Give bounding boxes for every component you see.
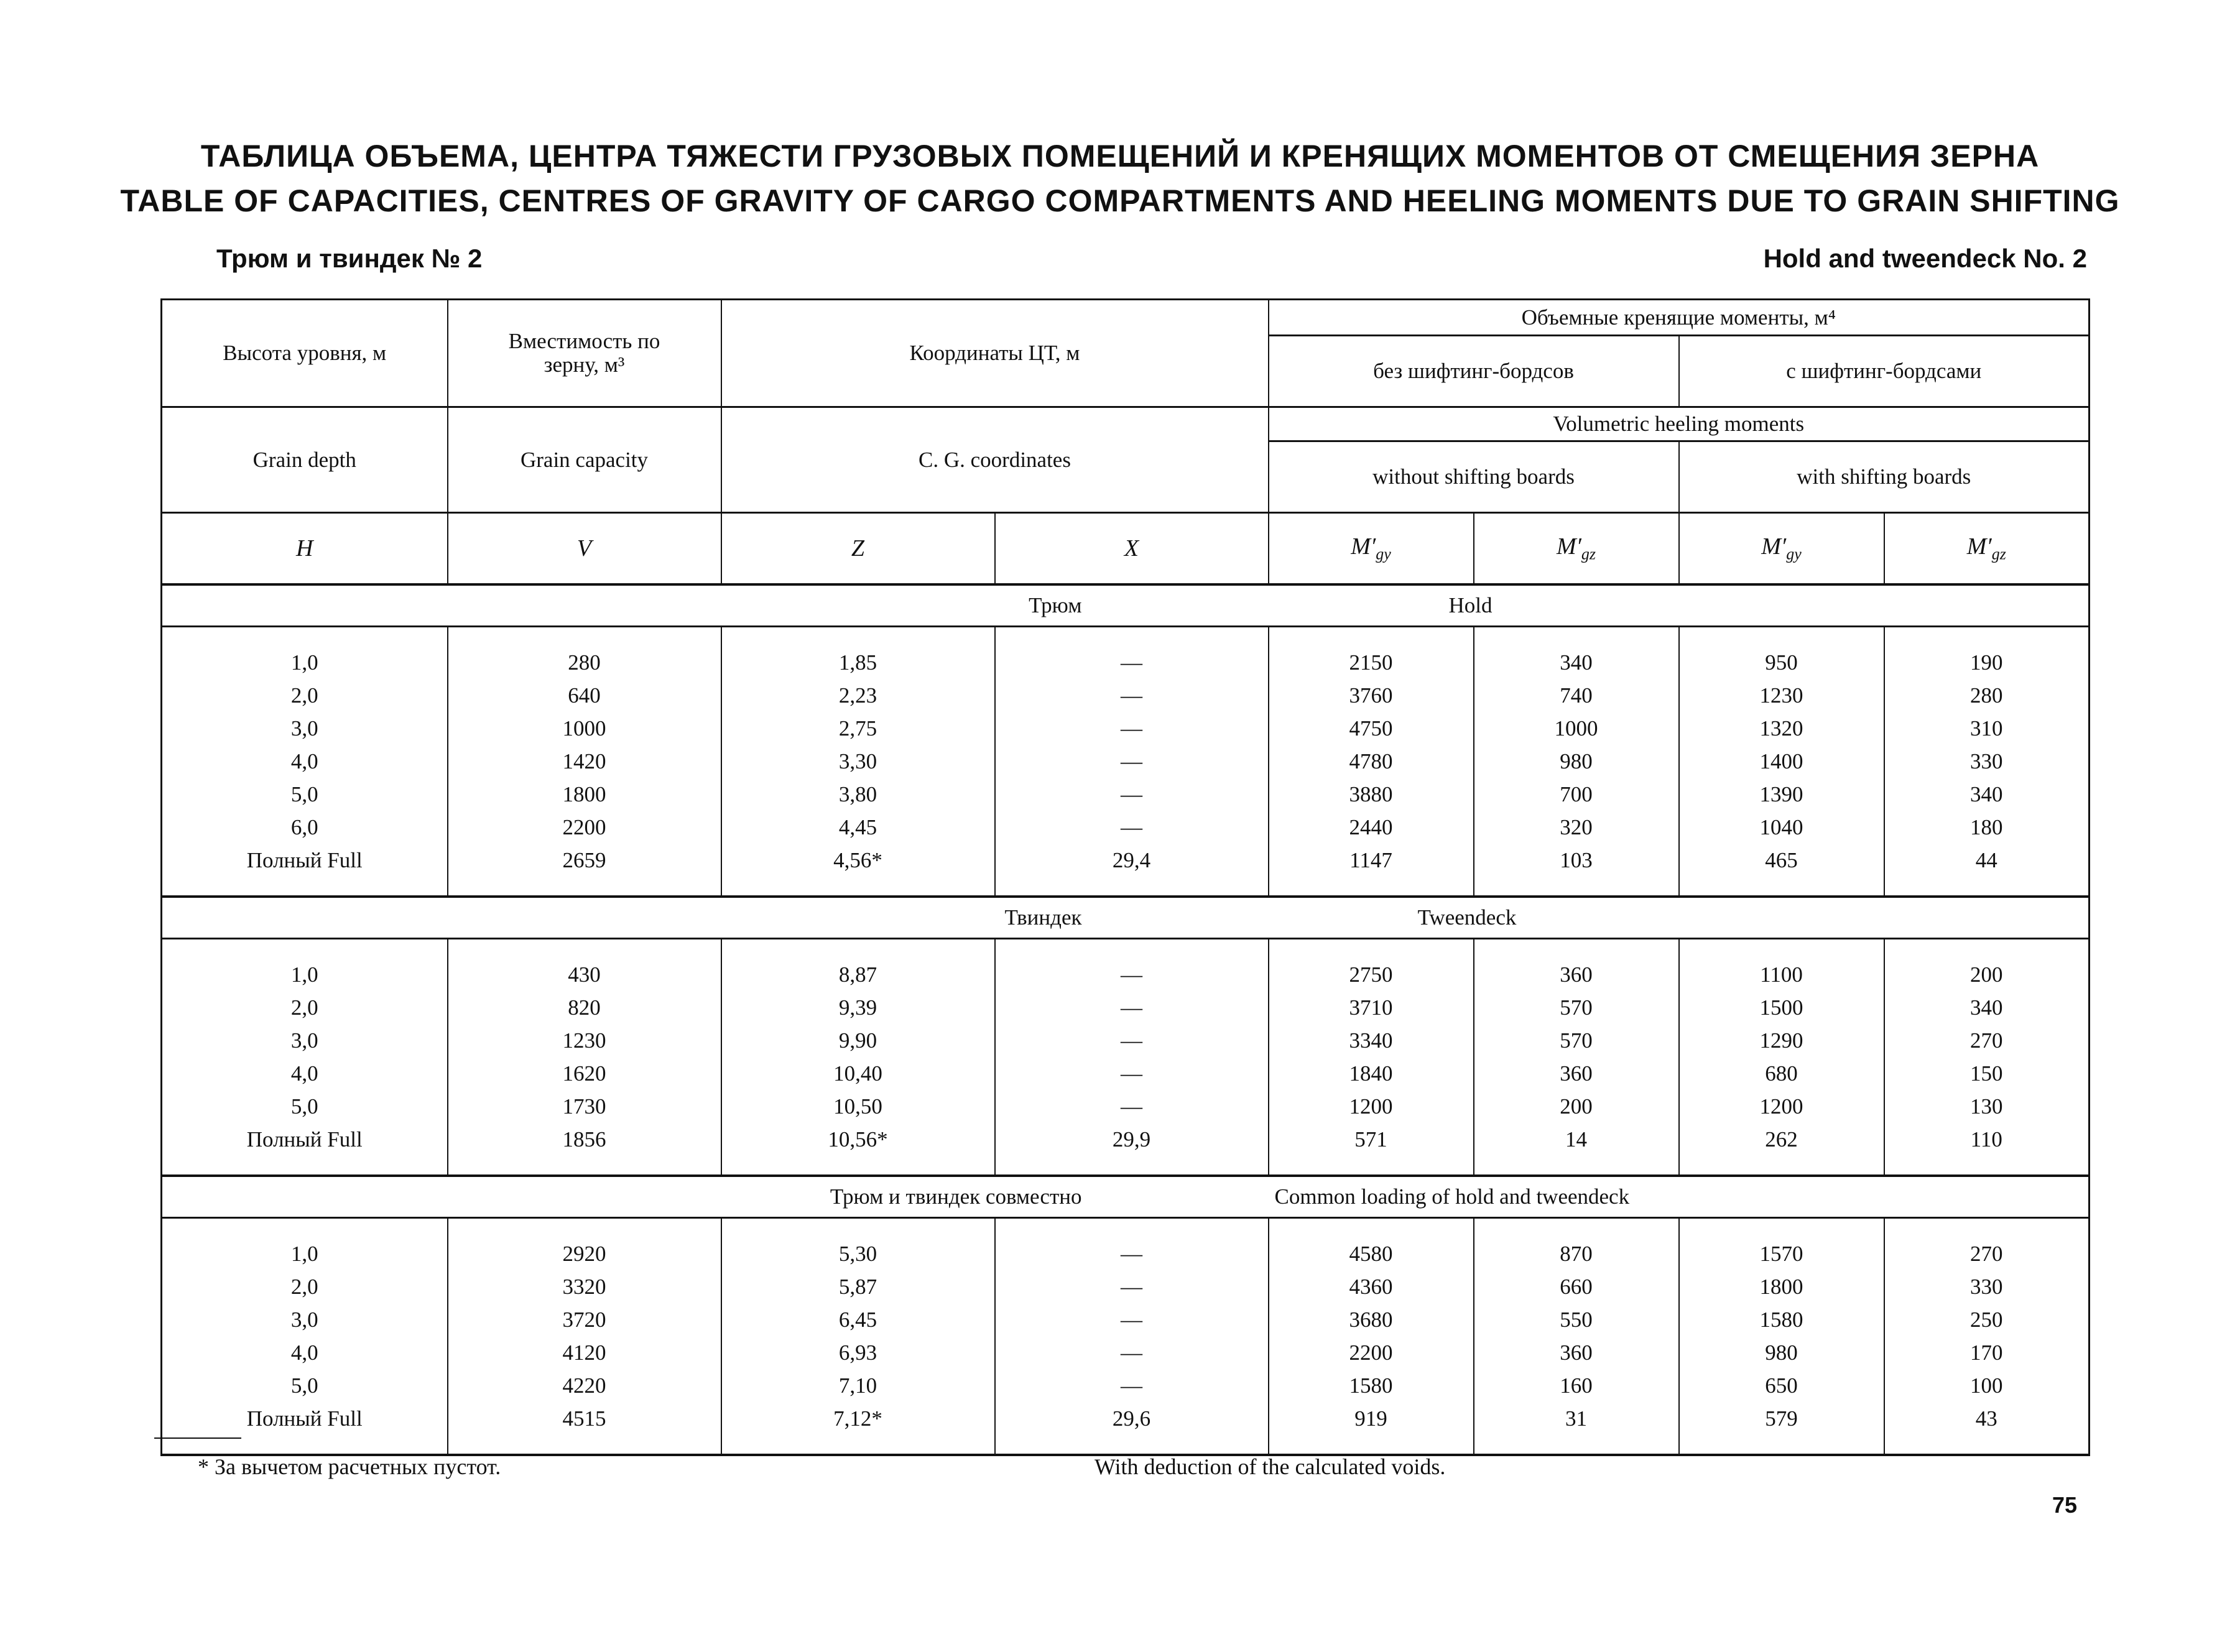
cell-mgy-without: 3680: [1269, 1303, 1474, 1336]
footnote-rule: [154, 1437, 241, 1439]
cell-mgy-without: 3880: [1269, 778, 1474, 811]
cell-height: 2,0: [290, 683, 318, 708]
header-cg-ru: Координаты ЦТ, м: [721, 300, 1269, 407]
cell-mgz-with: 330: [1884, 1270, 2090, 1303]
cell-mgy-without: 4580: [1269, 1237, 1474, 1270]
cell-cg-z: 3,80: [721, 778, 995, 811]
cell-capacity: 1800: [448, 778, 721, 811]
cell-mgz-with: 190: [1884, 646, 2090, 679]
cell-mgz-without: 700: [1474, 778, 1679, 811]
table-row: [162, 1369, 2090, 1402]
cell-capacity: 640: [448, 679, 721, 712]
table-row: [162, 1402, 2090, 1435]
spacer-row: [162, 939, 2090, 959]
cell-cg-z: 9,39: [721, 991, 995, 1024]
cell-mgy-without: 1840: [1269, 1057, 1474, 1090]
cell-capacity: 1230: [448, 1024, 721, 1057]
cell-cg-x: —: [995, 1369, 1269, 1402]
cell-mgz-without: 740: [1474, 679, 1679, 712]
table-row: [162, 958, 2090, 991]
cell-cg-x: —: [995, 679, 1269, 712]
cell-mgy-with: 1500: [1679, 991, 1884, 1024]
cell-height: 5,0: [290, 782, 318, 806]
cell-cg-z: 5,30: [721, 1237, 995, 1270]
cell-height: 4,0: [290, 1340, 318, 1365]
cell-cg-x: 29,4: [995, 844, 1269, 877]
cell-mgz-without: 660: [1474, 1270, 1679, 1303]
cell-capacity: 4220: [448, 1369, 721, 1402]
symbol-h: H: [162, 513, 448, 585]
cell-cg-z: 3,30: [721, 745, 995, 778]
symbol-mgz-with: $M'_{gz}$: [1884, 513, 2090, 585]
cell-height: 1,0: [290, 962, 318, 987]
table-row: [162, 1090, 2090, 1123]
section-title-ru: Твиндек: [162, 897, 1269, 939]
section-title-en: Common loading of hold and tweendeck: [1269, 1176, 2090, 1218]
cell-mgy-with: 1400: [1679, 745, 1884, 778]
cell-height: 3,0: [290, 716, 318, 741]
cell-mgz-with: 340: [1884, 778, 2090, 811]
capacity-table: [160, 298, 2090, 1456]
cell-mgy-with: 1040: [1679, 811, 1884, 844]
cell-cg-x: —: [995, 958, 1269, 991]
cell-cg-z: 7,10: [721, 1369, 995, 1402]
cell-mgz-without: 14: [1474, 1123, 1679, 1156]
cell-mgy-with: 1800: [1679, 1270, 1884, 1303]
cell-cg-z: 6,45: [721, 1303, 995, 1336]
spacer-row: [162, 627, 2090, 647]
table-row: [162, 778, 2090, 811]
symbol-mgy-without: $M'_{gy}$: [1269, 513, 1474, 585]
cell-height: 1,0: [290, 650, 318, 675]
cell-mgz-without: 320: [1474, 811, 1679, 844]
cell-cg-z: 10,40: [721, 1057, 995, 1090]
cell-capacity: 820: [448, 991, 721, 1024]
cell-mgz-without: 200: [1474, 1090, 1679, 1123]
cell-cg-x: —: [995, 1270, 1269, 1303]
section-title-ru: Трюм: [162, 584, 1269, 627]
cell-cg-x: 29,9: [995, 1123, 1269, 1156]
cell-capacity: 4120: [448, 1336, 721, 1369]
cell-cg-z: 2,75: [721, 712, 995, 745]
section-header: [162, 1176, 2090, 1218]
cell-mgz-with: 180: [1884, 811, 2090, 844]
cell-mgy-with: 650: [1679, 1369, 1884, 1402]
cell-mgz-with: 44: [1884, 844, 2090, 877]
cell-height: 2,0: [290, 995, 318, 1020]
section-title-en: Hold: [1269, 584, 2090, 627]
cell-mgz-with: 250: [1884, 1303, 2090, 1336]
cell-mgy-with: 950: [1679, 646, 1884, 679]
cell-mgz-without: 103: [1474, 844, 1679, 877]
cell-mgz-with: 130: [1884, 1090, 2090, 1123]
cell-mgy-without: 4780: [1269, 745, 1474, 778]
section-title-en: Tweendeck: [1269, 897, 2090, 939]
cell-cg-z: 9,90: [721, 1024, 995, 1057]
cell-mgz-with: 310: [1884, 712, 2090, 745]
cell-height: 6,0: [290, 814, 318, 839]
cell-mgy-with: 579: [1679, 1402, 1884, 1435]
title-english: TABLE OF CAPACITIES, CENTRES OF GRAVITY OF CARGO COMPARTMENTS AND HEELING MOMENTS DUE TO GRAIN SHIFTING: [120, 183, 2120, 218]
cell-cg-z: 7,12*: [721, 1402, 995, 1435]
cell-capacity: 2659: [448, 844, 721, 877]
cell-mgy-without: 2750: [1269, 958, 1474, 991]
header-height-ru: Высота уровня, м: [162, 300, 448, 407]
cell-mgz-without: 570: [1474, 991, 1679, 1024]
cell-cg-x: —: [995, 1057, 1269, 1090]
header-height-en: Grain depth: [162, 407, 448, 513]
cell-cg-z: 6,93: [721, 1336, 995, 1369]
table-row: [162, 811, 2090, 844]
cell-mgy-without: 3760: [1269, 679, 1474, 712]
cell-mgy-with: 1230: [1679, 679, 1884, 712]
cell-mgz-with: 270: [1884, 1237, 2090, 1270]
cell-capacity: 1730: [448, 1090, 721, 1123]
cell-cg-z: 4,45: [721, 811, 995, 844]
header-capacity-ru: Вместимость по зерну, м³: [448, 300, 721, 407]
cell-cg-z: 2,23: [721, 679, 995, 712]
cell-height: Полный Full: [246, 1406, 363, 1431]
cell-mgy-without: 2200: [1269, 1336, 1474, 1369]
cell-mgz-without: 570: [1474, 1024, 1679, 1057]
header-without-boards-ru: без шифтинг-бордсов: [1269, 336, 1679, 407]
cell-mgy-without: 1200: [1269, 1090, 1474, 1123]
cell-cg-x: —: [995, 1090, 1269, 1123]
cell-cg-z: 8,87: [721, 958, 995, 991]
cell-height: 4,0: [290, 749, 318, 773]
cell-mgz-with: 200: [1884, 958, 2090, 991]
cell-mgz-with: 170: [1884, 1336, 2090, 1369]
footnote-russian: * За вычетом расчетных пустот.: [198, 1454, 501, 1479]
table-row: [162, 1237, 2090, 1270]
table-row: [162, 1336, 2090, 1369]
cell-mgy-with: 1390: [1679, 778, 1884, 811]
cell-mgy-with: 1290: [1679, 1024, 1884, 1057]
cell-mgy-without: 4750: [1269, 712, 1474, 745]
cell-height: 3,0: [290, 1307, 318, 1332]
cell-mgz-without: 550: [1474, 1303, 1679, 1336]
cell-mgz-with: 150: [1884, 1057, 2090, 1090]
cell-mgz-without: 870: [1474, 1237, 1679, 1270]
cell-cg-x: —: [995, 991, 1269, 1024]
cell-capacity: 3720: [448, 1303, 721, 1336]
cell-mgz-with: 340: [1884, 991, 2090, 1024]
subtitle-english: Hold and tweendeck No. 2: [1763, 244, 2087, 273]
cell-mgz-without: 340: [1474, 646, 1679, 679]
cell-cg-x: 29,6: [995, 1402, 1269, 1435]
cell-cg-x: —: [995, 1303, 1269, 1336]
header-capacity-en: Grain capacity: [448, 407, 721, 513]
cell-mgz-with: 270: [1884, 1024, 2090, 1057]
symbol-z: Z: [721, 513, 995, 585]
table-row: [162, 646, 2090, 679]
table-row: [162, 1024, 2090, 1057]
cell-height: 1,0: [290, 1241, 318, 1266]
header-with-boards-en: with shifting boards: [1679, 441, 2090, 513]
cell-capacity: 280: [448, 646, 721, 679]
cell-height: 4,0: [290, 1061, 318, 1086]
cell-mgy-with: 680: [1679, 1057, 1884, 1090]
spacer-row: [162, 877, 2090, 897]
cell-mgy-without: 3710: [1269, 991, 1474, 1024]
cell-cg-x: —: [995, 1024, 1269, 1057]
cell-mgz-without: 31: [1474, 1402, 1679, 1435]
cell-mgz-without: 1000: [1474, 712, 1679, 745]
cell-mgz-without: 980: [1474, 745, 1679, 778]
table-body: [162, 584, 2090, 1455]
cell-height: 5,0: [290, 1094, 318, 1119]
cell-height: 3,0: [290, 1028, 318, 1053]
cell-mgz-with: 100: [1884, 1369, 2090, 1402]
cell-mgy-without: 3340: [1269, 1024, 1474, 1057]
table-row: [162, 844, 2090, 877]
cell-cg-x: —: [995, 778, 1269, 811]
cell-height: Полный Full: [246, 847, 363, 872]
spacer-row: [162, 1218, 2090, 1238]
cell-height: 5,0: [290, 1373, 318, 1398]
symbol-mgy-with: $M'_{gy}$: [1679, 513, 1884, 585]
cell-mgy-without: 4360: [1269, 1270, 1474, 1303]
header-with-boards-ru: с шифтинг-бордсами: [1679, 336, 2090, 407]
section-header: [162, 897, 2090, 939]
cell-capacity: 1420: [448, 745, 721, 778]
table-row: [162, 991, 2090, 1024]
cell-mgy-without: 2440: [1269, 811, 1474, 844]
header-cg-en: C. G. coordinates: [721, 407, 1269, 513]
cell-mgy-with: 1580: [1679, 1303, 1884, 1336]
footnote-english: With deduction of the calculated voids.: [1095, 1454, 1446, 1479]
symbol-x: X: [995, 513, 1269, 585]
cell-cg-x: —: [995, 712, 1269, 745]
cell-mgz-with: 280: [1884, 679, 2090, 712]
header-moments-ru: Объемные кренящие моменты, м⁴: [1269, 300, 2090, 336]
cell-mgz-with: 330: [1884, 745, 2090, 778]
cell-cg-x: —: [995, 811, 1269, 844]
spacer-row: [162, 1156, 2090, 1176]
spacer-row: [162, 1435, 2090, 1455]
cell-capacity: 1620: [448, 1057, 721, 1090]
symbol-mgz-without: $M'_{gz}$: [1474, 513, 1679, 585]
header-moments-en: Volumetric heeling moments: [1269, 407, 2090, 441]
section-title-ru: Трюм и твиндек совместно: [162, 1176, 1269, 1218]
cell-mgy-with: 980: [1679, 1336, 1884, 1369]
cell-cg-x: —: [995, 1336, 1269, 1369]
table-row: [162, 679, 2090, 712]
cell-cg-z: 10,50: [721, 1090, 995, 1123]
table-row: [162, 1270, 2090, 1303]
symbol-v: V: [448, 513, 721, 585]
cell-mgy-with: 1200: [1679, 1090, 1884, 1123]
cell-capacity: 2200: [448, 811, 721, 844]
cell-capacity: 3320: [448, 1270, 721, 1303]
cell-mgy-without: 1147: [1269, 844, 1474, 877]
cell-mgz-with: 43: [1884, 1402, 2090, 1435]
cell-mgz-without: 360: [1474, 1336, 1679, 1369]
cell-mgz-with: 110: [1884, 1123, 2090, 1156]
cell-cg-x: —: [995, 1237, 1269, 1270]
cell-cg-x: —: [995, 646, 1269, 679]
cell-height: 2,0: [290, 1274, 318, 1299]
table-row: [162, 1123, 2090, 1156]
cell-mgy-without: 571: [1269, 1123, 1474, 1156]
title-russian: ТАБЛИЦА ОБЪЕМА, ЦЕНТРА ТЯЖЕСТИ ГРУЗОВЫХ ПОМЕЩЕНИЙ И КРЕНЯЩИХ МОМЕНТОВ ОТ СМЕЩЕНИЯ ЗЕРНА: [200, 139, 2040, 173]
cell-capacity: 1000: [448, 712, 721, 745]
cell-height: Полный Full: [246, 1127, 363, 1151]
cell-mgy-with: 1100: [1679, 958, 1884, 991]
cell-mgz-without: 160: [1474, 1369, 1679, 1402]
page-number: 75: [2052, 1492, 2078, 1518]
cell-mgy-with: 1320: [1679, 712, 1884, 745]
header-without-boards-en: without shifting boards: [1269, 441, 1679, 513]
cell-cg-x: —: [995, 745, 1269, 778]
section-header: [162, 584, 2090, 627]
table-row: [162, 1057, 2090, 1090]
table-row: [162, 1303, 2090, 1336]
cell-cg-z: 1,85: [721, 646, 995, 679]
cell-capacity: 1856: [448, 1123, 721, 1156]
cell-capacity: 2920: [448, 1237, 721, 1270]
cell-mgy-with: 1570: [1679, 1237, 1884, 1270]
cell-mgy-with: 465: [1679, 844, 1884, 877]
cell-mgy-without: 1580: [1269, 1369, 1474, 1402]
cell-mgy-without: 2150: [1269, 646, 1474, 679]
table-row: [162, 712, 2090, 745]
subtitle-russian: Трюм и твиндек № 2: [216, 244, 483, 273]
cell-capacity: 430: [448, 958, 721, 991]
cell-mgz-without: 360: [1474, 958, 1679, 991]
cell-mgy-with: 262: [1679, 1123, 1884, 1156]
table-row: [162, 745, 2090, 778]
cell-mgz-without: 360: [1474, 1057, 1679, 1090]
cell-cg-z: 10,56*: [721, 1123, 995, 1156]
cell-cg-z: 4,56*: [721, 844, 995, 877]
cell-capacity: 4515: [448, 1402, 721, 1435]
cell-mgy-without: 919: [1269, 1402, 1474, 1435]
cell-cg-z: 5,87: [721, 1270, 995, 1303]
